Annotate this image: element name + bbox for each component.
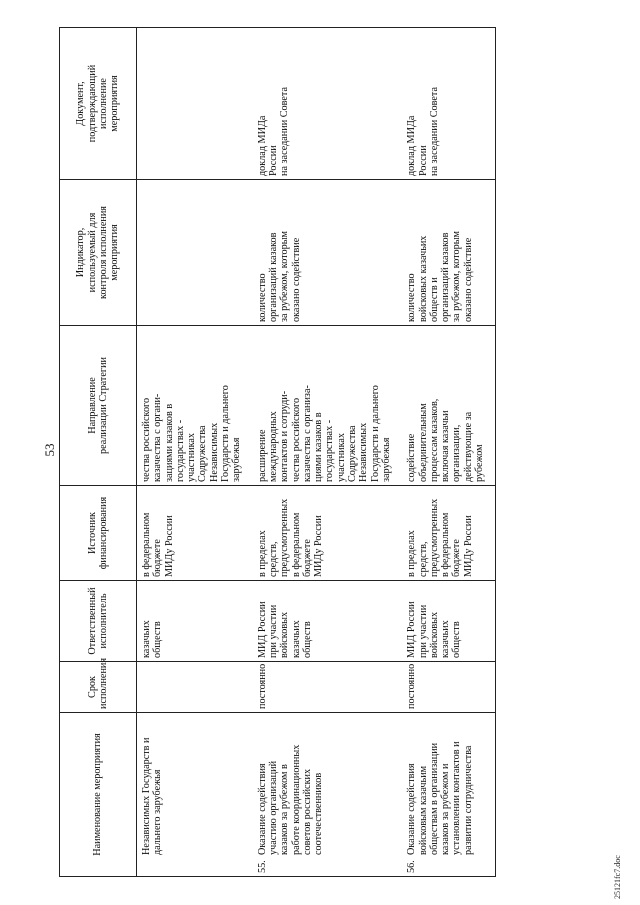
header-executor: Ответственный исполнитель	[60, 581, 137, 662]
cell-source: в пределах средств, предусмотренных в федеральном бюджете МИДу России	[402, 486, 496, 581]
page-number: 53	[42, 443, 57, 457]
cell-term: постоянно	[402, 662, 496, 713]
header-indicator: Индикатор, используемый для контроля исполнения мероприятия	[60, 180, 137, 326]
table-row	[137, 28, 253, 877]
cell-document: доклад МИДа России на заседании Совета	[402, 28, 496, 180]
cell-name	[253, 713, 403, 877]
cell-indicator	[137, 180, 253, 326]
cell-name	[402, 713, 496, 877]
document-code: 25121fc7.doc	[613, 855, 622, 899]
cell-source: в федеральном бюджете МИДу России	[137, 486, 253, 581]
cell-direction: расширение международных контактов и сотруди- чества российского казачества с организа- циями казаков в государствах - участниках Содружества Независимых Государств и дальнего зарубежья	[253, 326, 403, 486]
measure-name: Оказание содействия войсковым казачьим обществам в организации казаков за рубежом и установлении контактов и развитии сотрудничества	[406, 741, 474, 855]
header-direction: Направление реализации Стратегии	[60, 326, 137, 486]
measures-table	[59, 27, 496, 877]
row-number: 56.	[406, 860, 418, 873]
cell-document	[137, 28, 253, 180]
table-row	[253, 28, 403, 877]
cell-executor: МИД России при участии войсковых казачьих обществ	[253, 581, 403, 662]
header-document: Документ, подтверждающий исполнение мероприятия	[60, 28, 137, 180]
header-source: Источник финансирования	[60, 486, 137, 581]
cell-source: в пределах средств, предусмотренных в федеральном бюджете МИДу России	[253, 486, 403, 581]
cell-term: постоянно	[253, 662, 403, 713]
cell-executor: казачьих обществ	[137, 581, 253, 662]
cell-indicator: количество организаций казаков за рубежом, которым оказано содействие	[253, 180, 403, 326]
cell-direction: чества российского казачества с органи- зациями казаков в государствах - участниках Содружества Независимых Государств и дальнего зарубежья	[137, 326, 253, 486]
cell-document: доклад МИДа России на заседании Совета	[253, 28, 403, 180]
cell-indicator: количество войсковых казачьих обществ и организаций казаков за рубежом, которым оказано содействие	[402, 180, 496, 326]
header-name: Наименование мероприятия	[60, 713, 137, 877]
cell-name	[137, 713, 253, 877]
row-number: 55.	[256, 860, 268, 873]
header-term: Срок исполнения	[60, 662, 137, 713]
table-header-row	[60, 28, 137, 877]
table-row	[402, 28, 496, 877]
measure-name: Независимых Государств и дальнего зарубежья	[141, 737, 164, 855]
measure-name: Оказание содействия участию организаций казаков за рубежом в работе координационных советов российских соотечественников	[256, 744, 325, 855]
cell-term	[137, 662, 253, 713]
cell-direction: содействие объединительным процессам казаков, включая казачьи организации, действующие за рубежом	[402, 326, 496, 486]
cell-executor: МИД России при участии войсковых казачьих обществ	[402, 581, 496, 662]
